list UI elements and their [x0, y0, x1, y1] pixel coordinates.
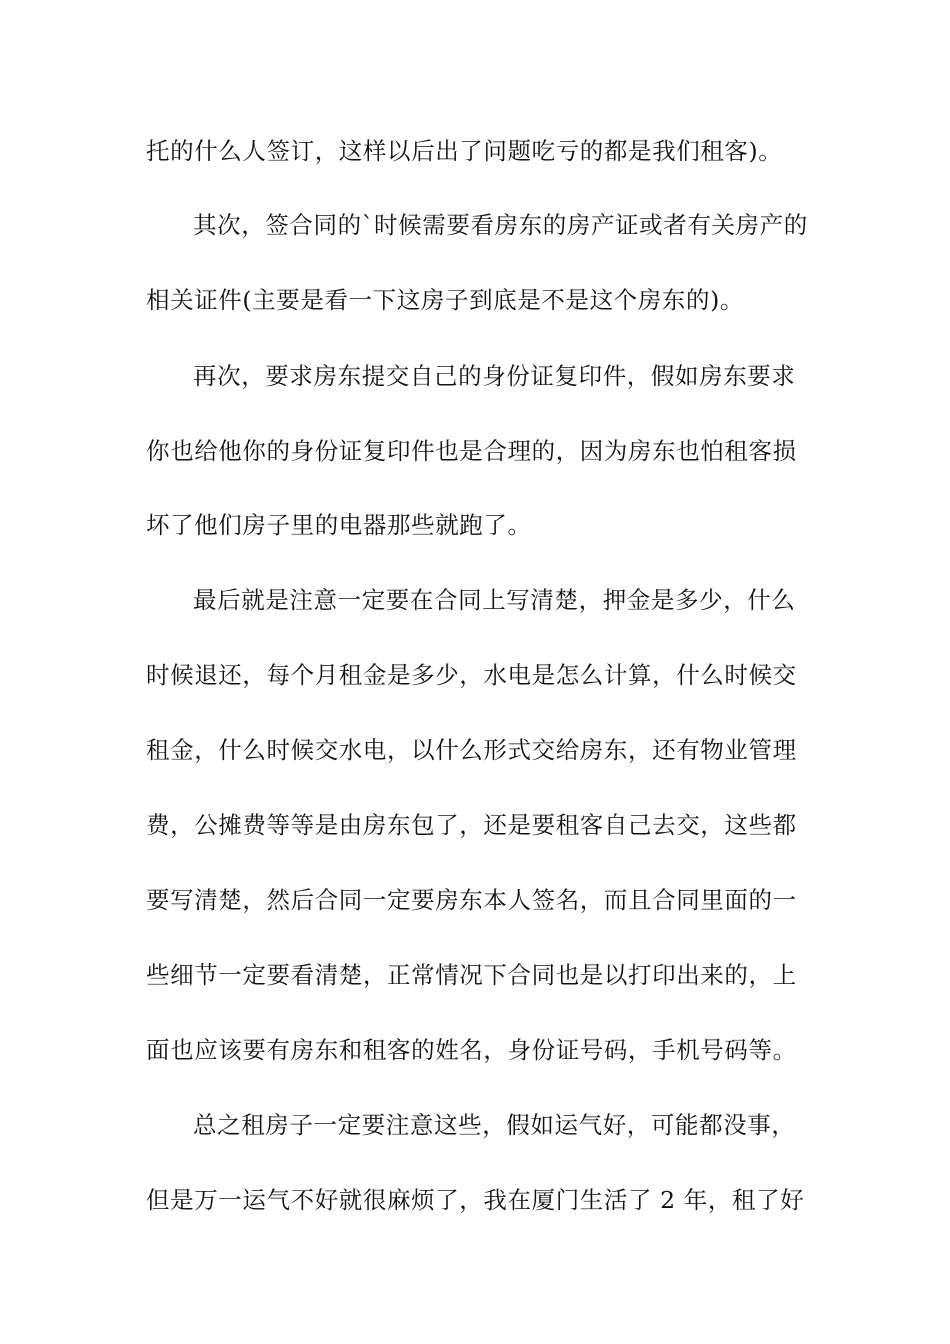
- text-line-5: 你也给他你的身份证复印件也是合理的，因为房东也怕租客损: [146, 437, 797, 465]
- text-line-10: 费，公摊费等等是由房东包了，还是要租客自己去交，这些都: [146, 811, 797, 839]
- text-line-15: 但是万一运气不好就很麻烦了，我在厦门生活了 2 年，租了好: [146, 1186, 805, 1214]
- text-line-8: 时候退还，每个月租金是多少，水电是怎么计算，什么时候交: [146, 661, 797, 689]
- paragraph-start-line-14: 总之租房子一定要注意这些，假如运气好，可能都没事，: [193, 1111, 796, 1139]
- text-line-6: 坏了他们房子里的电器那些就跑了。: [146, 511, 532, 539]
- paragraph-start-line-7: 最后就是注意一定要在合同上写清楚，押金是多少，什么: [193, 586, 796, 614]
- text-line-9: 租金，什么时候交水电，以什么形式交给房东，还有物业管理: [146, 736, 797, 764]
- paragraph-start-line-2: 其次，签合同的`时候需要看房东的房产证或者有关房产的: [193, 211, 808, 239]
- paragraph-start-line-4: 再次，要求房东提交自己的身份证复印件，假如房东要求: [193, 362, 796, 390]
- text-line-12: 些细节一定要看清楚，正常情况下合同也是以打印出来的，上: [146, 961, 797, 989]
- text-line-3: 相关证件(主要是看一下这房子到底是不是这个房东的)。: [146, 286, 744, 314]
- text-line-11: 要写清楚，然后合同一定要房东本人签名，而且合同里面的一: [146, 886, 797, 914]
- text-line-13: 面也应该要有房东和租客的姓名，身份证号码，手机号码等。: [146, 1036, 797, 1064]
- text-line-1: 托的什么人签订，这样以后出了问题吃亏的都是我们租客)。: [146, 137, 783, 165]
